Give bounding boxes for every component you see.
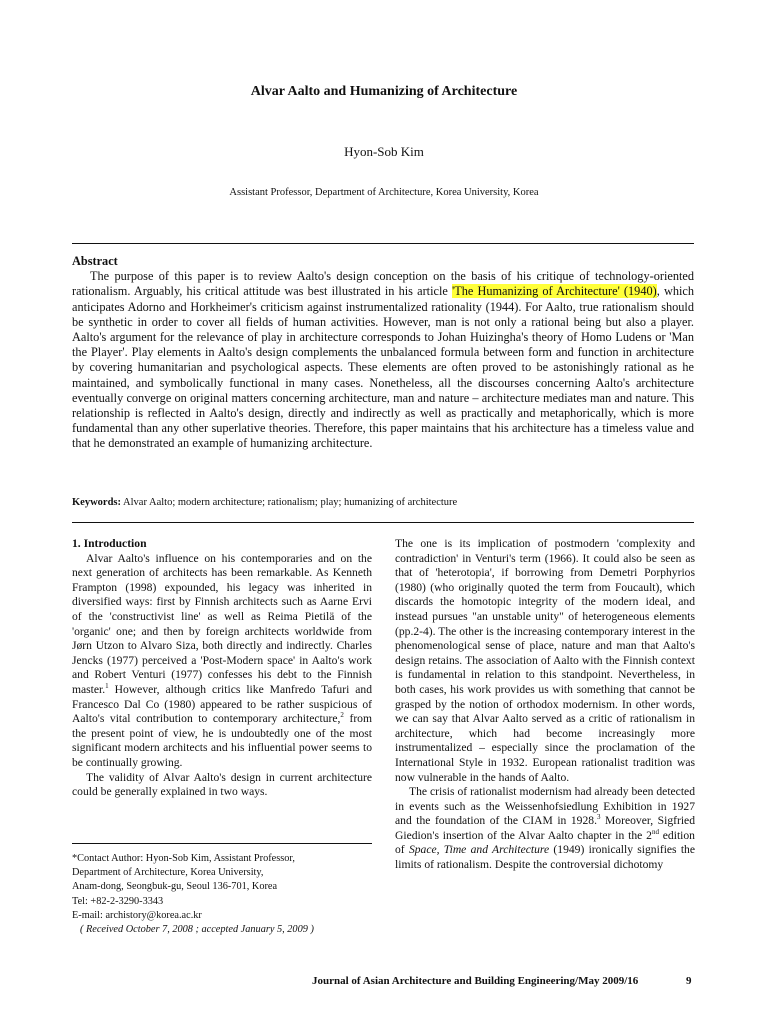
right-paragraph-1: The one is its implication of postmodern 'complexity and contradiction' in Venturi's term (1966). It could also be seen as that of 'heterotopia', if borrowing from Demetri Porphyrios (1980) (who originally quoted the term from Foucault), which discards the homotopic integrity of the modern ideal, and instead pursues "an unstable unity" of heterogeneous elements (pp.2-4). The other is the increasing contemporary interest in the phenomenological sense of place, nature and man that Aalto's design retains. The association of Aalto with the Finnish context is fundamental in relation to this standpoint. Nevertheless, in both cases, his work provides us with something that cannot be grasped by the notion of orthodox modernism. In other words, we can say that Alvar Aalto served as a critic of rationalism in architecture, which had become increasingly more instrumentalized – especially since the proclamation of the International Style in 1932. European rationalist tradition was now vulnerable in the hands of Aalto. (395, 537, 695, 784)
keywords-text: Alvar Aalto; modern architecture; rationalism; play; humanizing of architecture (123, 497, 458, 508)
author-affiliation: Assistant Professor, Department of Architecture, Korea University, Korea (229, 187, 539, 198)
author-name: Hyon-Sob Kim (344, 144, 424, 159)
right-p2-part-b: Moreover, Sigfried Giedion's insertion of the Alvar Aalto chapter in the 2 (395, 814, 696, 842)
right-p2-part-c: edition of (395, 828, 695, 857)
footnote-line-2: Department of Architecture, Korea University, (72, 867, 264, 879)
right-p2-part-a: The crisis of rationalist modernism had already been detected in events such as the Weissenhofsiedlung Exhibition in 1927 and the foundation of the CIAM in 1928. (395, 785, 695, 828)
right-paragraph-2 (395, 785, 695, 873)
abstract-text (72, 269, 694, 451)
intro-p1-part-c: from the present point of view, he is undoubtedly one of the most significant modern architects and his influential power seems to be continually growing. (72, 712, 372, 769)
paper-title: Alvar Aalto and Humanizing of Architecture (250, 84, 518, 99)
footnote-ref-1: 1 (105, 682, 109, 691)
right-p2-part-d: (1949) ironically signifies the limits of rationalism. Despite the controversial dichotomy (395, 843, 695, 872)
right-column (395, 537, 695, 873)
ordinal-superscript: nd (651, 828, 659, 837)
page-number: 9 (686, 975, 692, 987)
footnote-rule (72, 843, 372, 844)
intro-heading: 1. Introduction (72, 537, 147, 550)
received-dates: ( Received October 7, 2008 ; accepted January 5, 2009 ) (80, 924, 314, 936)
keywords-line (72, 497, 694, 508)
contact-footnote (72, 852, 372, 937)
abstract-text-rest: , which anticipates Adorno and Horkheimer's criticism against instrumentalized rationality (1944). For Aalto, true rationalism should be synthetic in order to cover all fields of human activities. However, man is not only a rational being but also a player. Aalto's argument for the relevance of play in architecture corresponds to Johan Huizingha's theory of Homo Ludens or 'Man the Player'. Play elements in Aalto's design complements the unbalanced formula between form and function in architecture by covering humanitarian and psychological aspects. These elements are often proved to be astonishingly rational as he maintained, and symbolically functional in many cases. Nonetheless, all the discourses concerning Aalto's architecture eventually converge on original matters concerning architecture, man and nature – architecture mediates man and nature. This relationship is reflected in Aalto's design, directly and indirectly as well as practically and metaphorically, which is more fundamental than any other superlative theories. Therefore, this paper maintains that his architecture has a timeless value and that he demonstrated an example of humanizing architecture. (72, 284, 695, 451)
abstract-text-start: The purpose of this paper is to review Aalto's design conception on the basis of his critique of technology-oriented rationalism. Arguably, his critical attitude was best illustrated in his article (72, 269, 694, 299)
abstract-block (72, 254, 694, 452)
abstract-top-rule (72, 243, 694, 244)
intro-paragraph-1 (72, 552, 372, 771)
book-title-italic: Space, Time and Architecture (408, 843, 550, 857)
left-column (72, 537, 372, 800)
keywords-label: Keywords: (72, 497, 121, 508)
intro-p1-part-b: However, although critics like Manfredo Tafuri and Francesco Dal Co (1980) appeared to be rather suspicious of Aalto's vital contribution to contemporary architecture, (72, 682, 372, 726)
footnote-ref-2: 2 (340, 711, 344, 720)
abstract-bottom-rule (72, 522, 694, 523)
journal-footer: Journal of Asian Architecture and Building Engineering/May 2009/16 (312, 975, 639, 987)
footnote-email: E-mail: archistory@korea.ac.kr (72, 909, 202, 921)
intro-paragraph-2: The validity of Alvar Aalto's design in current architecture could be generally explained in two ways. (72, 770, 372, 799)
intro-p1-part-a: Alvar Aalto's influence on his contemporaries and on the next generation of architects has been remarkable. As Kenneth Frampton (1998) expounded, his legacy was inherited in diversified ways: first by Finnish architects such as Aarne Ervi of the 'constructivist line' as well as Reima Pietilä of the 'organic' one; and then by foreign architects worldwide from Jørn Utzon to Alvaro Siza, both directly and indirectly. Charles Jencks (1977) perceived a 'Post-Modern space' in Aalto's work and Robert Venturi (1977) confesses his debt to the Finnish master. (72, 551, 372, 696)
footnote-line-4: Tel: +82-2-3290-3343 (72, 895, 164, 907)
footnote-line-3: Anam-dong, Seongbuk-gu, Seoul 136-701, Korea (72, 881, 278, 893)
footnote-line-1: *Contact Author: Hyon-Sob Kim, Assistant Professor, (72, 853, 295, 864)
abstract-highlight: 'The Humanizing of Architecture' (1940) (451, 284, 657, 299)
abstract-heading: Abstract (72, 254, 118, 268)
footnote-ref-3: 3 (596, 813, 601, 822)
